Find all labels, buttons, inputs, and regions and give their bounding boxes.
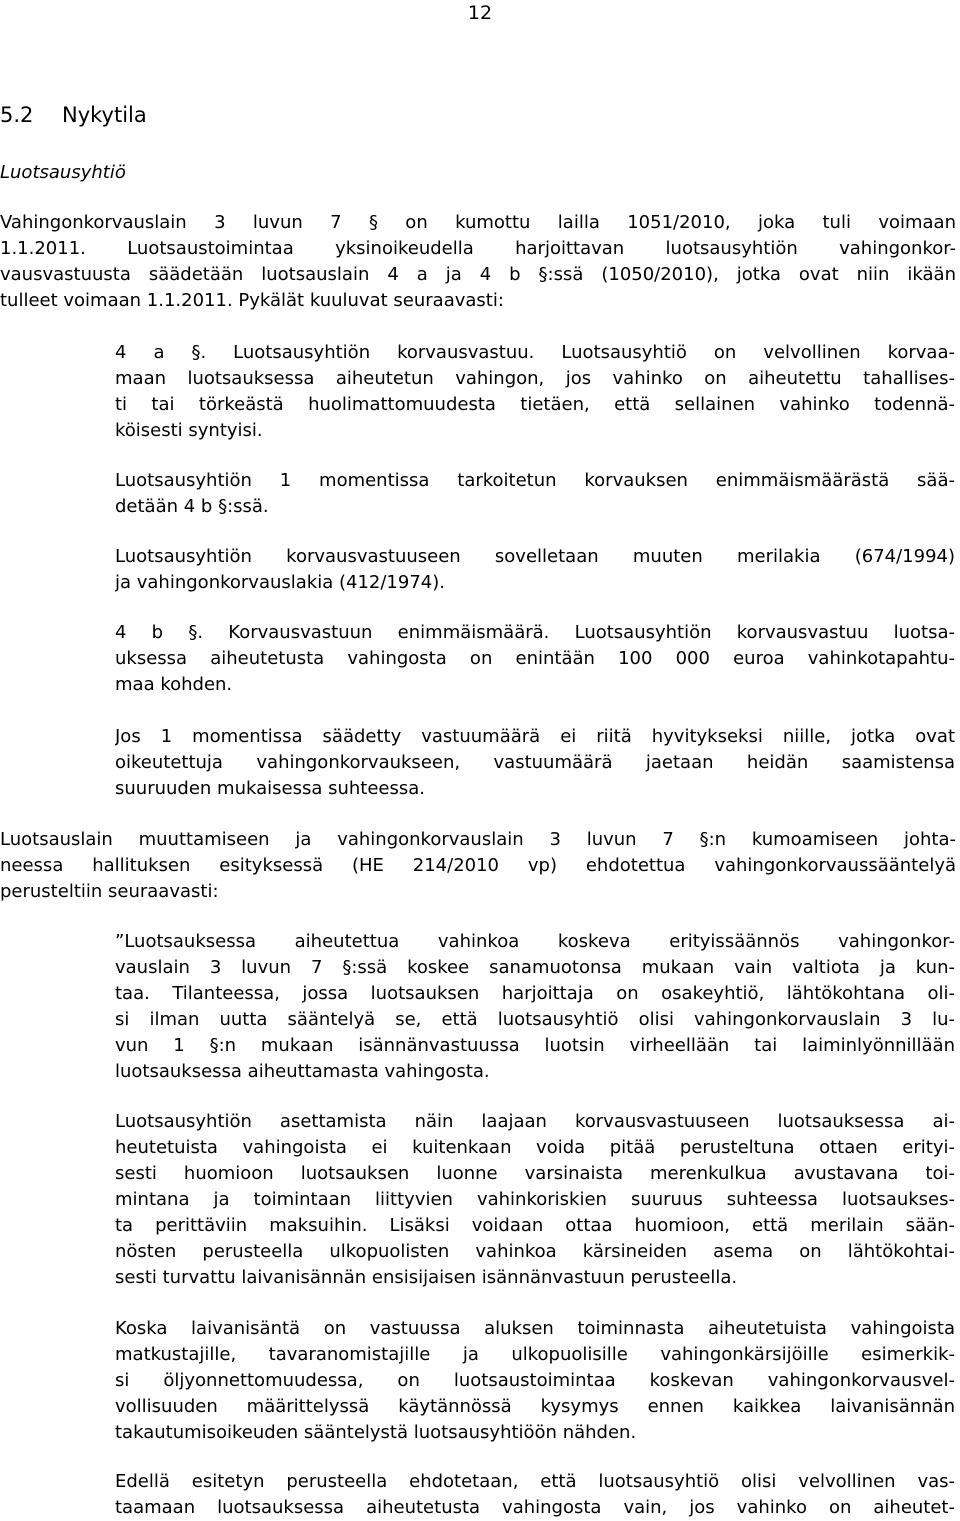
- text-line: sesti huomioon luotsauksen luonne varsinaista merenkulkua avustavana toi-: [115, 1163, 955, 1184]
- quote-paragraph-1: [115, 929, 955, 1085]
- text-line: vun 1 §:n mukaan isännänvastuussa luotsin virheellään tai laiminlyönnillään: [115, 1035, 955, 1056]
- quote-paragraph-3: [115, 1316, 955, 1446]
- text-line: 1.1.2011. Luotsaustoimintaa yksinoikeudella harjoittavan luotsausyhtiön vahingonkor-: [0, 238, 956, 259]
- paragraph-4b-2: [115, 724, 955, 802]
- text-line: nösten perusteella ulkopuolisten vahinkoa kärsineiden asema on lähtökohtai-: [115, 1241, 955, 1262]
- paragraph-4a: [115, 340, 955, 444]
- text-line: 4 b §. Korvausvastuun enimmäismäärä. Luotsausyhtiön korvausvastuu luotsa-: [115, 622, 955, 643]
- text-line: Vahingonkorvauslain 3 luvun 7 § on kumottu lailla 1051/2010, joka tuli voimaan: [0, 212, 956, 233]
- quote-paragraph-2: [115, 1109, 955, 1291]
- paragraph-government-proposal: [0, 827, 956, 905]
- section-heading: [0, 101, 147, 129]
- section-number: 5.2: [0, 103, 34, 127]
- text-line: maa kohden.: [115, 674, 233, 695]
- text-line: köisesti syntyisi.: [115, 420, 263, 441]
- text-line: si ilman uutta sääntelyä se, että luotsausyhtiö olisi vahingonkorvauslain 3 lu-: [115, 1009, 955, 1030]
- paragraph-4b: [115, 620, 955, 698]
- text-line: takautumisoikeuden sääntelystä luotsausyhtiöön nähden.: [115, 1422, 637, 1443]
- text-line: sesti turvattu laivanisännän ensisijaisen isännänvastuun perusteella.: [115, 1267, 738, 1288]
- text-line: tulleet voimaan 1.1.2011. Pykälät kuuluvat seuraavasti:: [0, 290, 504, 311]
- text-line: luotsauksessa aiheuttamasta vahingosta.: [115, 1061, 490, 1082]
- page-number: 12: [467, 2, 493, 24]
- quote-paragraph-4: [115, 1469, 955, 1521]
- text-line: si öljyonnettomuudessa, on luotsaustoimintaa koskevan vahingonkorvausvel-: [115, 1370, 955, 1391]
- text-line: vauslain 3 luvun 7 §:ssä koskee sanamuotonsa mukaan vain valtiota ja kun-: [115, 957, 955, 978]
- text-line: ta perittäviin maksuihin. Lisäksi voidaan ottaa huomioon, että merilain sään-: [115, 1215, 955, 1236]
- text-line: detään 4 b §:ssä.: [115, 496, 269, 517]
- text-line: vausvastuusta säädetään luotsauslain 4 a ja 4 b §:ssä (1050/2010), jotka ovat niin ikään: [0, 264, 956, 285]
- text-line: maan luotsauksessa aiheutetun vahingon, jos vahinko on aiheutettu tahallises-: [115, 368, 955, 389]
- text-line: neessa hallituksen esityksessä (HE 214/2010 vp) ehdotettua vahingonkorvaussääntelyä: [0, 855, 956, 876]
- text-line: ti tai törkeästä huolimattomuudesta tietäen, että sellainen vahinko todennä-: [115, 394, 955, 415]
- text-line: matkustajille, tavaranomistajille ja ulkopuolisille vahingonkärsijöille esimerkik-: [115, 1344, 955, 1365]
- subheading: Luotsausyhtiö: [0, 162, 126, 183]
- text-line: oikeutettuja vahingonkorvaukseen, vastuumäärä jaetaan heidän saamistensa: [115, 752, 955, 773]
- text-line: ja vahingonkorvauslakia (412/1974).: [115, 572, 445, 593]
- text-line: Koska laivanisäntä on vastuussa aluksen toiminnasta aiheutetuista vahingoista: [115, 1318, 955, 1339]
- section-title: Nykytila: [62, 103, 147, 127]
- text-line: perusteltiin seuraavasti:: [0, 881, 219, 902]
- text-line: vollisuuden määrittelyssä käytännössä kysymys ennen kaikkea laivanisännän: [115, 1396, 955, 1417]
- text-line: Edellä esitetyn perusteella ehdotetaan, että luotsausyhtiö olisi velvollinen vas-: [115, 1471, 955, 1492]
- text-line: 4 a §. Luotsausyhtiön korvausvastuu. Luotsausyhtiö on velvollinen korvaa-: [115, 342, 955, 363]
- text-line: Luotsausyhtiön 1 momentissa tarkoitetun korvauksen enimmäismäärästä sää-: [115, 470, 955, 491]
- text-line: Luotsauslain muuttamiseen ja vahingonkorvauslain 3 luvun 7 §:n kumoamiseen johta-: [0, 829, 956, 850]
- text-line: uksessa aiheutetusta vahingosta on enintään 100 000 euroa vahinkotapahtu-: [115, 648, 955, 669]
- paragraph-intro: [0, 210, 956, 314]
- paragraph-4a-2: [115, 468, 955, 520]
- text-line: Jos 1 momentissa säädetty vastuumäärä ei riitä hyvitykseksi niille, jotka ovat: [115, 726, 955, 747]
- text-line: Luotsausyhtiön korvausvastuuseen sovelletaan muuten merilakia (674/1994): [115, 546, 955, 567]
- text-line: taamaan luotsauksessa aiheutetusta vahingosta vain, jos vahinko on aiheutet-: [115, 1497, 955, 1518]
- text-line: Luotsausyhtiön asettamista näin laajaan korvausvastuuseen luotsauksessa ai-: [115, 1111, 955, 1132]
- text-line: heutetuista vahingoista ei kuitenkaan voida pitää perusteltuna ottaen erityi-: [115, 1137, 955, 1158]
- paragraph-4a-3: [115, 544, 955, 596]
- text-line: taa. Tilanteessa, jossa luotsauksen harjoittaja on osakeyhtiö, lähtökohtana oli-: [115, 983, 955, 1004]
- text-line: ”Luotsauksessa aiheutettua vahinkoa koskeva erityissäännös vahingonkor-: [115, 931, 955, 952]
- text-line: mintana ja toimintaan liittyvien vahinkoriskien suuruus suhteessa luotsaukses-: [115, 1189, 955, 1210]
- text-line: suuruuden mukaisessa suhteessa.: [115, 778, 425, 799]
